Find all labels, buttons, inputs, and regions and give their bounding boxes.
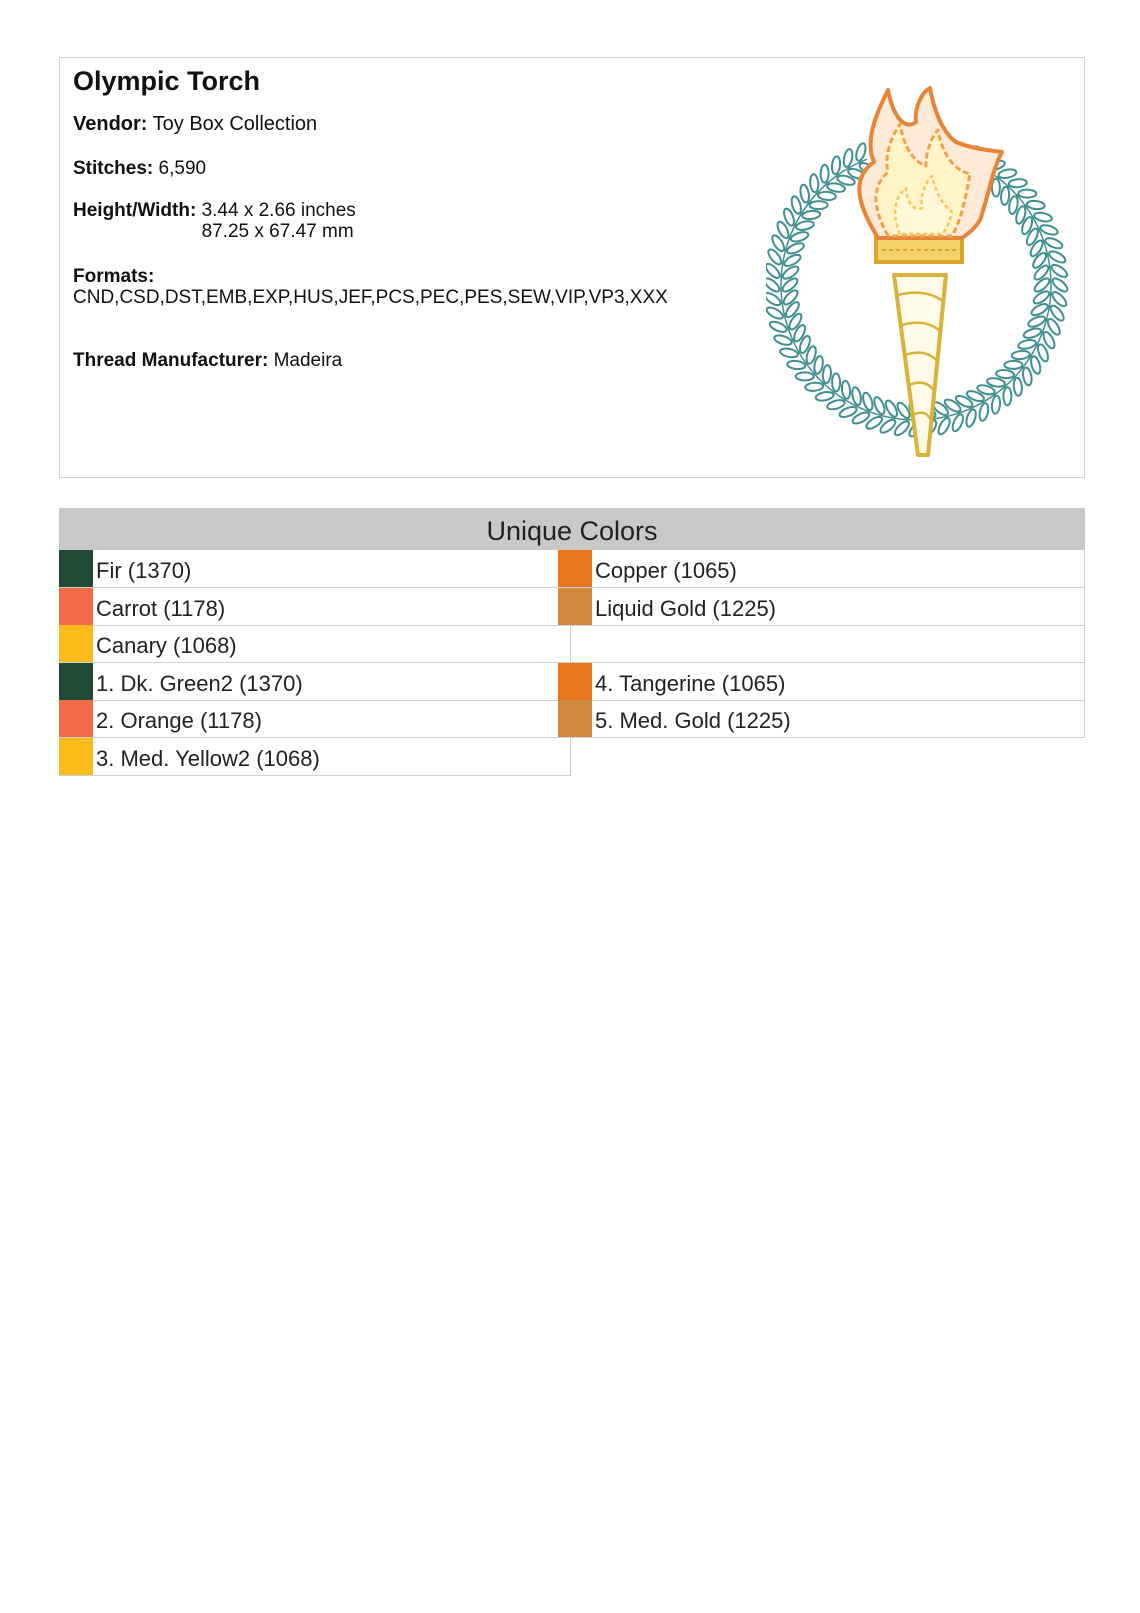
design-title: Olympic Torch [73,66,261,96]
color-label: Fir (1370) [96,558,192,583]
color-label: 1. Dk. Green2 (1370) [96,670,303,696]
height-width-label: Height/Width: [73,200,197,221]
color-swatch [59,588,93,625]
color-row [59,700,571,738]
formats-label: Formats: [73,266,155,287]
color-swatch [59,700,93,737]
olympic-torch-icon [766,70,1076,470]
color-row [59,588,571,626]
color-row [558,663,1085,701]
color-swatch [558,663,592,700]
height-width-mm: 87.25 x 67.47 mm [201,221,354,242]
stitches-field [73,158,206,179]
color-row-empty [558,625,1085,663]
color-swatch [59,738,93,775]
thread-field [73,350,342,371]
color-label: Carrot (1178) [96,595,226,621]
color-label: Canary (1068) [96,633,237,658]
color-swatch [59,625,93,662]
height-width-field [73,200,356,242]
color-label: Liquid Gold (1225) [595,595,777,621]
stitches-value: 6,590 [158,158,207,179]
color-label: 2. Orange (1178) [96,708,262,733]
color-swatch [558,588,592,625]
design-info-panel [59,57,1085,478]
unique-colors-header: Unique Colors [59,508,1085,550]
color-swatch [59,550,93,587]
thread-label: Thread Manufacturer: [73,350,269,371]
color-label: 4. Tangerine (1065) [595,670,786,696]
vendor-value: Toy Box Collection [152,113,318,135]
color-swatch [558,550,592,587]
unique-colors-table [59,508,1085,771]
color-row [59,625,571,663]
color-row [558,588,1085,626]
height-width-inches: 3.44 x 2.66 inches [201,200,356,221]
color-row [558,700,1085,738]
thread-value: Madeira [273,350,343,371]
color-label: 5. Med. Gold (1225) [595,708,791,733]
color-row [59,663,571,701]
color-row [59,738,571,776]
color-swatch [59,663,93,700]
color-row [558,550,1085,588]
vendor-label: Vendor: [73,113,148,135]
color-label: 3. Med. Yellow2 (1068) [96,745,320,771]
formats-value: CND,CSD,DST,EMB,EXP,HUS,JEF,PCS,PEC,PES,SEW,VIP,VP3,XXX [73,287,668,308]
color-label: Copper (1065) [595,558,737,583]
vendor-field [73,114,317,135]
formats-field [73,266,733,308]
color-swatch [558,700,592,737]
stitches-label: Stitches: [73,158,154,179]
color-row [59,550,571,588]
